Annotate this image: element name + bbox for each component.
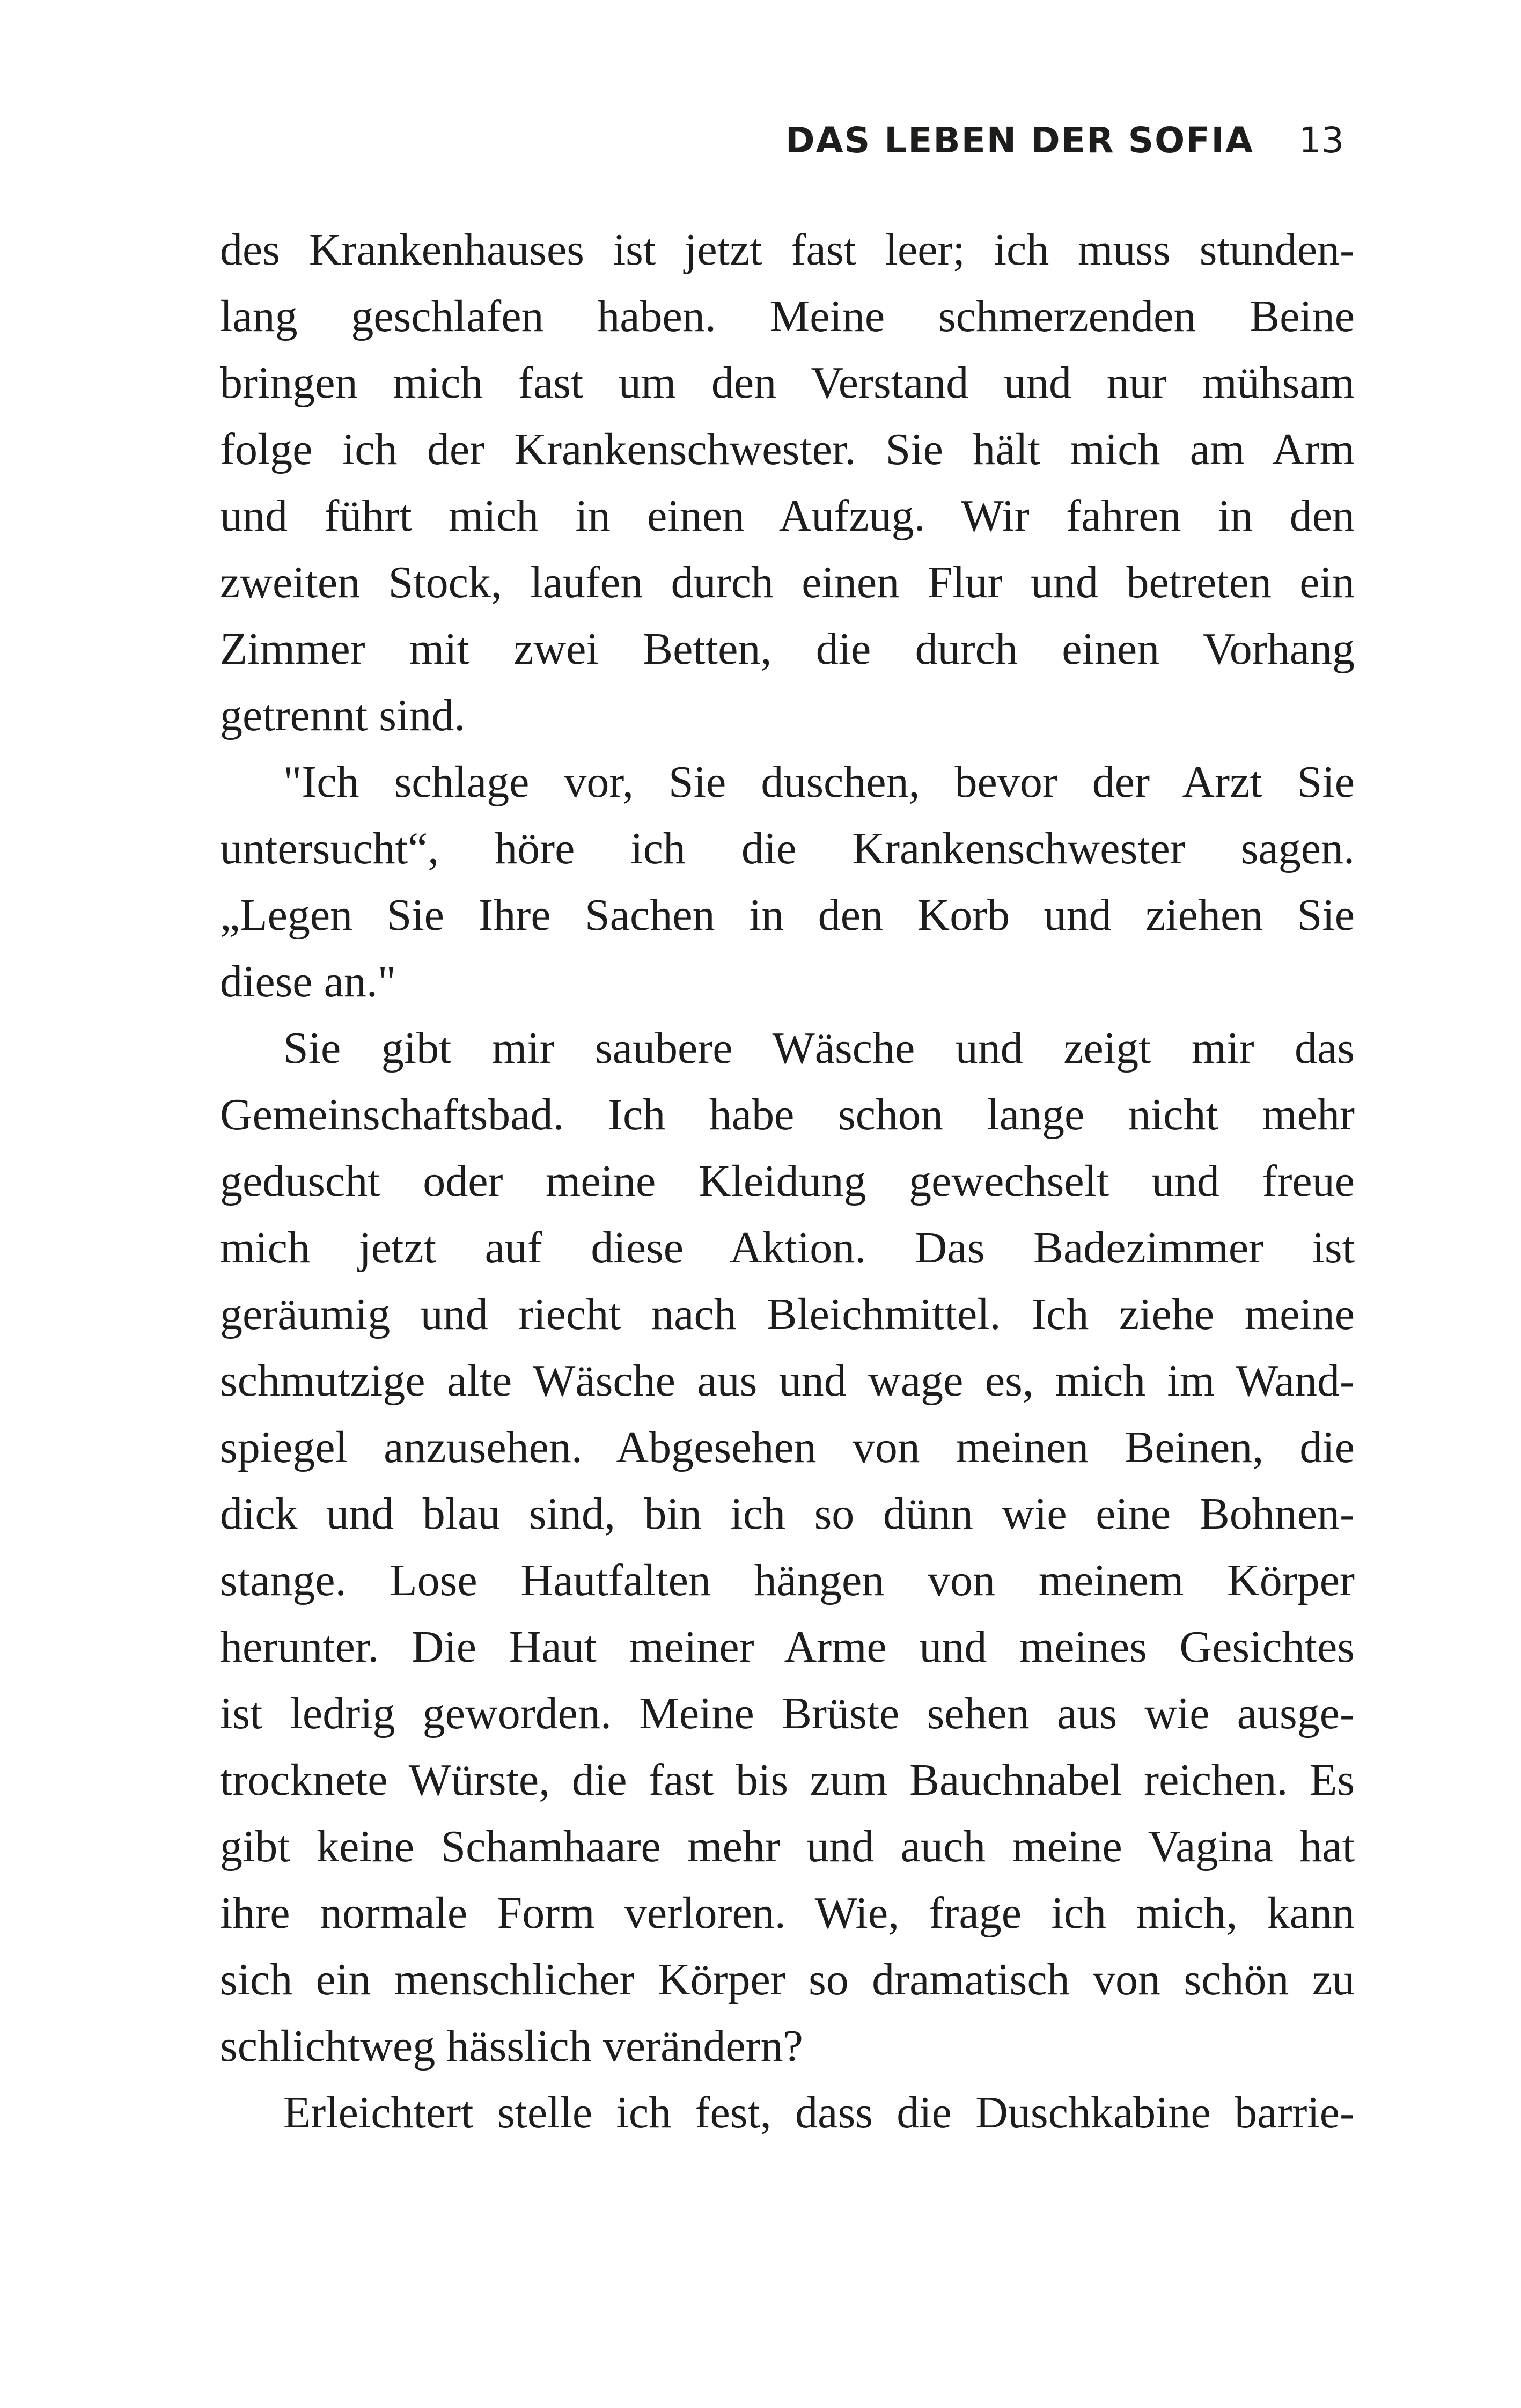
text-line: folge ich der Krankenschwester. Sie hält mich am Arm [220,424,1355,474]
text-line: geduscht oder meine Kleidung gewechselt und freue [220,1156,1355,1206]
text-line: ist ledrig geworden. Meine Brüste sehen aus wie ausge- [220,1688,1355,1738]
text-line: mich jetzt auf diese Aktion. Das Badezimmer ist [220,1223,1355,1273]
text-line: lang geschlafen haben. Meine schmerzenden Beine [220,291,1355,341]
page-number: 13 [1299,120,1344,161]
paragraph-first-line: Sie gibt mir saubere Wäsche und zeigt mir das [283,1023,1355,1073]
text-line: sich ein menschlicher Körper so dramatisch von schön zu [220,1955,1355,2005]
text-line: untersucht“, höre ich die Krankenschwester sagen. [220,824,1355,873]
text-line: zweiten Stock, laufen durch einen Flur und betreten ein [220,557,1355,607]
text-line: spiegel anzusehen. Abgesehen von meinen Beinen, die [220,1422,1355,1472]
text-line: schmutzige alte Wäsche aus und wage es, mich im Wand- [220,1356,1355,1406]
text-line: trocknete Würste, die fast bis zum Bauchnabel reichen. Es [220,1755,1355,1805]
text-line: bringen mich fast um den Verstand und nur mühsam [220,358,1355,408]
text-line: getrennt sind. [220,691,466,740]
text-line: schlichtweg hässlich verändern? [220,2021,803,2071]
paragraph-first-line: "Ich schlage vor, Sie duschen, bevor der Arzt Sie [283,757,1355,807]
text-line: „Legen Sie Ihre Sachen in den Korb und ziehen Sie [220,890,1355,940]
text-line: diese an." [220,957,396,1007]
text-line: geräumig und riecht nach Bleichmittel. Ich ziehe meine [220,1289,1355,1339]
text-line: dick und blau sind, bin ich so dünn wie eine Bohnen- [220,1489,1355,1539]
paragraph-first-line: Erleichtert stelle ich fest, dass die Duschkabine barrie- [283,2088,1355,2138]
text-line: gibt keine Schamhaare mehr und auch meine Vagina hat [220,1822,1355,1871]
running-header [785,119,1344,162]
text-line: des Krankenhauses ist jetzt fast leer; ich muss stunden- [220,225,1355,275]
text-line: Zimmer mit zwei Betten, die durch einen Vorhang [220,624,1355,674]
text-line: herunter. Die Haut meiner Arme und meines Gesichtes [220,1622,1355,1672]
text-line: stange. Lose Hautfalten hängen von meinem Körper [220,1555,1355,1605]
book-title: DAS LEBEN DER SOFIA [785,120,1254,161]
body-text [220,217,1355,2146]
text-line: und führt mich in einen Aufzug. Wir fahren in den [220,491,1355,541]
text-line: ihre normale Form verloren. Wie, frage ich mich, kann [220,1888,1355,1938]
text-line: Gemeinschaftsbad. Ich habe schon lange nicht mehr [220,1090,1355,1140]
